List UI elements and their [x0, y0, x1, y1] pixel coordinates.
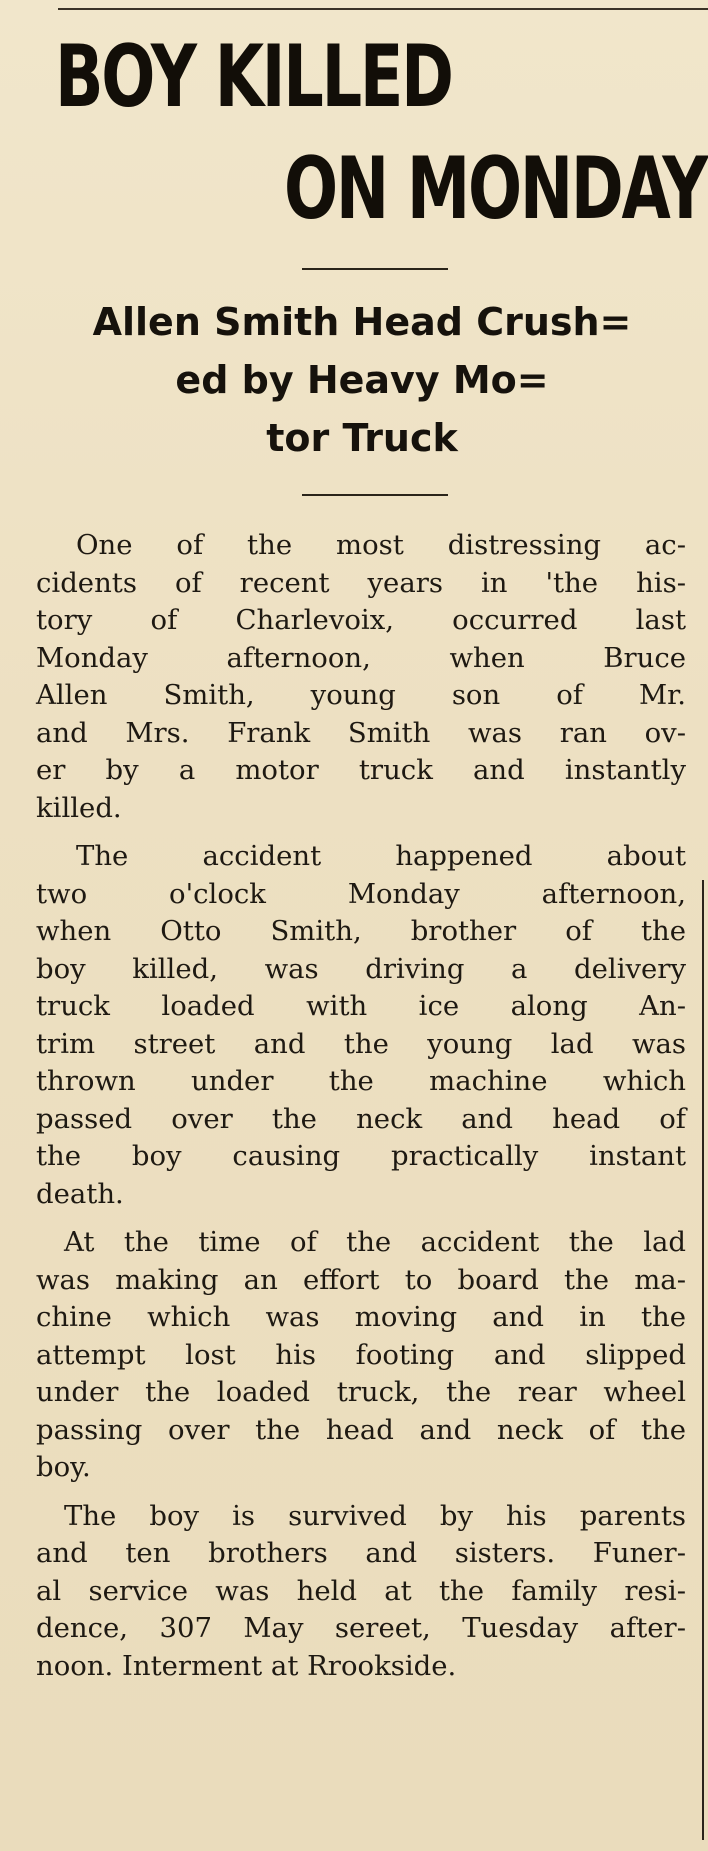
headline-line-2: ON MONDAY [284, 139, 707, 239]
text-line: Allen Smith, young son of Mr. [36, 679, 686, 711]
text-line: The accident happened about [76, 840, 686, 872]
text-line: when Otto Smith, brother of the [36, 915, 686, 947]
paragraph [36, 527, 686, 827]
text-line: was making an effort to board the ma- [36, 1263, 686, 1296]
text-line: and Mrs. Frank Smith was ran ov- [36, 716, 686, 749]
paragraph [36, 838, 686, 1213]
text-line: two o'clock Monday afternoon, [36, 877, 686, 910]
text-line: truck loaded with ice along An- [36, 990, 686, 1022]
text-line: tory of Charlevoix, occurred last [36, 604, 686, 636]
text-line: The boy is survived by his parents [64, 1499, 686, 1532]
subheadline-line: tor Truck [266, 416, 458, 460]
headline-divider [302, 268, 448, 270]
text-line: At the time of the accident the lad [64, 1226, 686, 1258]
text-line: dence, 307 May sereet, Tuesday after- [36, 1612, 686, 1644]
text-line: passed over the neck and head of [36, 1102, 686, 1135]
text-line: er by a motor truck and instantly [36, 754, 686, 786]
subheadline-line: Allen Smith Head Crush= [92, 300, 632, 344]
text-line: al service was held at the family resi- [36, 1574, 686, 1607]
text-line: under the loaded truck, the rear wheel [36, 1376, 686, 1408]
article-body [36, 527, 686, 1696]
paragraph [36, 1224, 686, 1487]
text-line: noon. Interment at Rrookside. [36, 1649, 457, 1682]
text-line: the boy causing practically instant [36, 1140, 686, 1172]
subheadline [30, 293, 694, 467]
text-line: passing over the head and neck of the [36, 1413, 686, 1446]
text-line: One of the most distressing ac- [76, 529, 686, 561]
text-line: attempt lost his footing and slipped [36, 1338, 686, 1371]
text-line: chine which was moving and in the [36, 1301, 686, 1333]
subheadline-line: ed by Heavy Mo= [175, 358, 549, 402]
text-line: Monday afternoon, when Bruce [36, 641, 686, 674]
text-line: killed. [36, 791, 122, 824]
subheadline-divider [302, 494, 448, 496]
text-line: death. [36, 1177, 124, 1210]
text-line: thrown under the machine which [36, 1065, 686, 1097]
right-column-rule [702, 880, 704, 1840]
text-line: boy. [36, 1451, 91, 1483]
top-column-rule [58, 8, 708, 10]
paragraph [36, 1498, 686, 1686]
text-line: cidents of recent years in 'the his- [36, 566, 686, 599]
text-line: boy killed, was driving a delivery [36, 952, 686, 985]
text-line: and ten brothers and sisters. Funer- [36, 1537, 686, 1569]
text-line: trim street and the young lad was [36, 1027, 686, 1060]
headline-line-1: BOY KILLED [55, 27, 452, 127]
